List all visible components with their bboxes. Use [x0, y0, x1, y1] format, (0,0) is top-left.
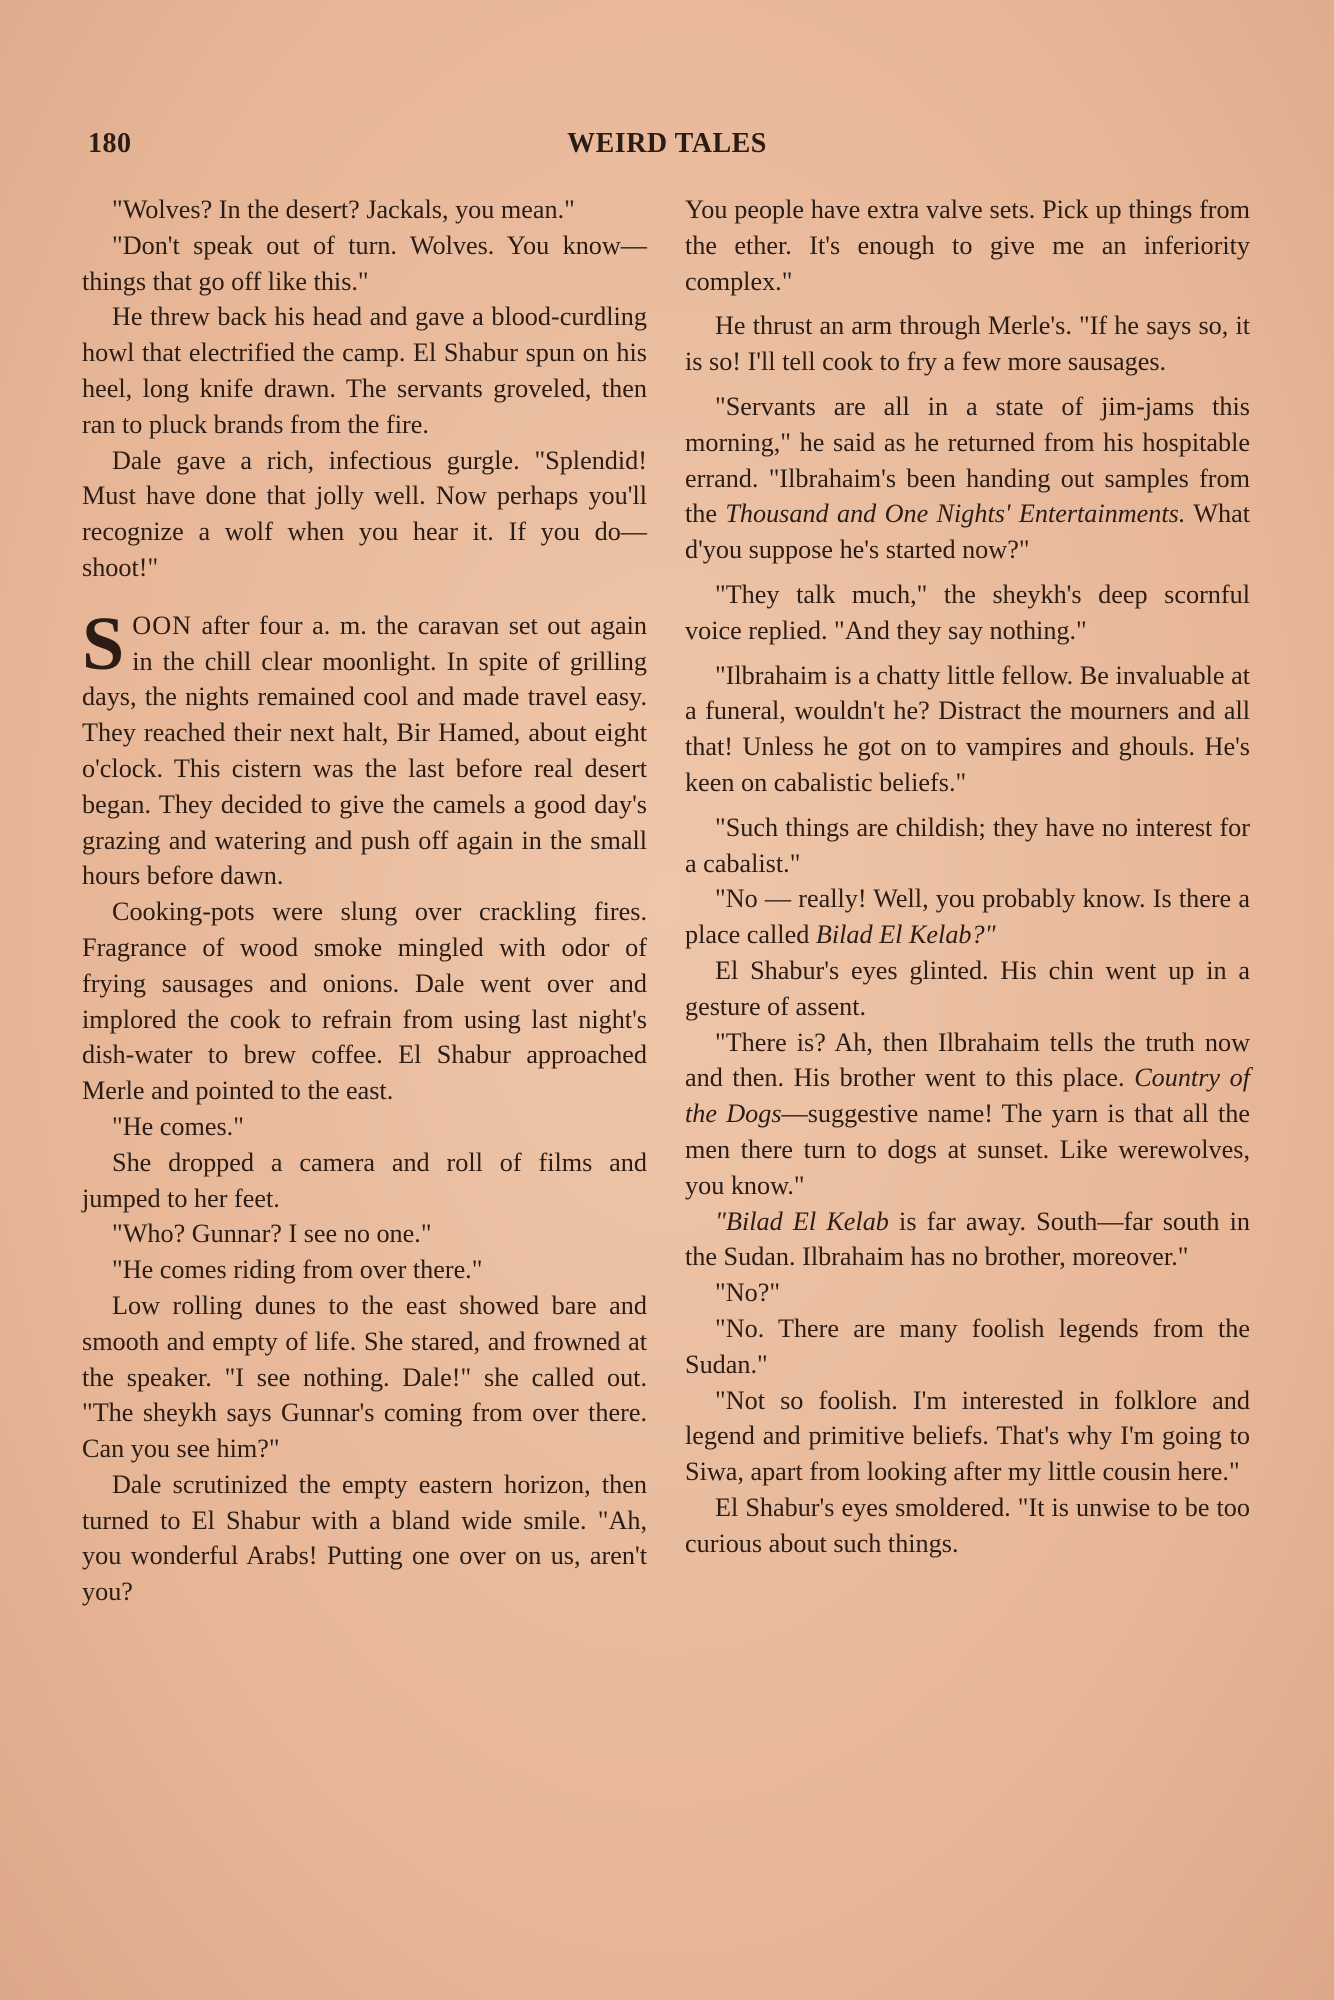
paragraph: El Shabur's eyes smoldered. "It is unwise to be too curious about such things. — [685, 1492, 1250, 1558]
paragraph: "No?" — [715, 1278, 781, 1308]
paragraph — [685, 389, 1250, 568]
paragraph-text: "Servants are all in a state of jim-jams this morning," he said as he returned from his hospitable errand. "Ilbrahaim's been handing out samples from the — [685, 391, 1250, 529]
paragraph-text: after four a. m. the caravan set out again in the chill clear moonlight. In spite of grilling days, the nights remained cool and made travel easy. They reached their next halt, Bir Hamed, about eight o'clock. This cistern was the last before real desert began. They decided to give the camels a good day's grazing and watering and push off again in the small hours before dawn. — [82, 610, 647, 891]
page-header — [88, 128, 1246, 168]
paragraph: El Shabur's eyes glinted. His chin went up in a gesture of assent. — [685, 955, 1250, 1021]
paragraph-text: What d'you suppose he's started now?" — [685, 499, 1250, 565]
paragraph: "Ilbrahaim is a chatty little fellow. Be invaluable at a funeral, wouldn't he? Distract the mourners and all that! Unless he got on to vampires and ghouls. He's keen on cabalistic beliefs." — [685, 660, 1250, 797]
paragraph: "Don't speak out of turn. Wolves. You know—things that go off like this." — [82, 230, 647, 296]
italic-title: Thousand and One Nights' Entertainments. — [725, 499, 1186, 529]
paragraph-text: is far away. South—far south in the Sudan. Ilbrahaim has no brother, moreover." — [685, 1206, 1250, 1272]
paragraph-text: "No — really! Well, you probably know. Is there a place called — [685, 884, 1250, 950]
text-columns — [82, 192, 1250, 1882]
italic-place-name: "Bilad El Kelab — [715, 1206, 889, 1236]
paragraph: Dale gave a rich, infectious gurgle. "Splendid! Must have done that jolly well. Now perhaps you'll recognize a wolf when you hear it. If you do—shoot!" — [82, 445, 647, 582]
italic-place-name: Country of the Dogs — [685, 1063, 1250, 1129]
paragraph: "He comes riding from over there." — [112, 1255, 483, 1285]
paragraph-text: "There is? Ah, then Ilbrahaim tells the truth now and then. His brother went to this place. — [685, 1027, 1250, 1093]
paragraph: "Not so foolish. I'm interested in folklore and legend and primitive beliefs. That's why I'm going to Siwa, apart from looking after my little cousin here." — [685, 1385, 1250, 1487]
paragraph: He thrust an arm through Merle's. "If he says so, it is so! I'll tell cook to fry a few more sausages. — [685, 311, 1250, 377]
paragraph — [685, 881, 1250, 953]
running-title: WEIRD TALES — [567, 128, 767, 159]
paragraph: He threw back his head and gave a blood-curdling howl that electrified the camp. El Shabur spun on his heel, long knife drawn. The servants groveled, then ran to pluck brands from the fire. — [82, 302, 647, 439]
paragraph: "Wolves? In the desert? Jackals, you mean." — [112, 195, 575, 224]
page-number: 180 — [88, 128, 132, 159]
paragraph: She dropped a camera and roll of films and jumped to her feet. — [82, 1147, 647, 1213]
paragraph-text: —suggestive name! The yarn is that all the men there turn to dogs at sunset. Like werewolves, you know." — [685, 1099, 1250, 1200]
paragraph: You people have extra valve sets. Pick up things from the ether. It's enough to give me an inferiority complex." — [685, 195, 1250, 296]
paragraph: Dale scrutinized the empty eastern horizon, then turned to El Shabur with a bland wide smile. "Ah, you wonderful Arabs! Putting one over on us, aren't you? — [82, 1469, 647, 1607]
paragraph — [685, 1204, 1250, 1276]
paragraph — [685, 1025, 1250, 1204]
paragraph: "Such things are childish; they have no interest for a cabalist." — [685, 812, 1250, 878]
paragraph: "He comes." — [112, 1111, 244, 1141]
paragraph: Low rolling dunes to the east showed bare and smooth and empty of life. She stared, and frowned at the speaker. "I see nothing. Dale!" she called out. "The sheykh says Gunnar's coming from over there. Can you see him?" — [82, 1290, 647, 1464]
italic-place-name: Bilad El Kelab?" — [815, 920, 996, 950]
small-caps-lead: OON — [132, 610, 193, 640]
paragraph: "They talk much," the sheykh's deep scornful voice replied. "And they say nothing." — [685, 579, 1250, 645]
left-column — [82, 192, 647, 1882]
section-opening-paragraph — [82, 601, 647, 894]
paragraph: "No. There are many foolish legends from the Sudan." — [685, 1313, 1250, 1379]
paragraph: "Who? Gunnar? I see no one." — [112, 1219, 432, 1249]
right-column — [685, 192, 1250, 1882]
drop-cap: S — [82, 601, 125, 686]
paragraph: Cooking-pots were slung over crackling fires. Fragrance of wood smoke mingled with odor of frying sausages and onions. Dale went over and implored the cook to refrain from using last night's dish-water to brew coffee. El Shabur approached Merle and pointed to the east. — [82, 897, 647, 1106]
